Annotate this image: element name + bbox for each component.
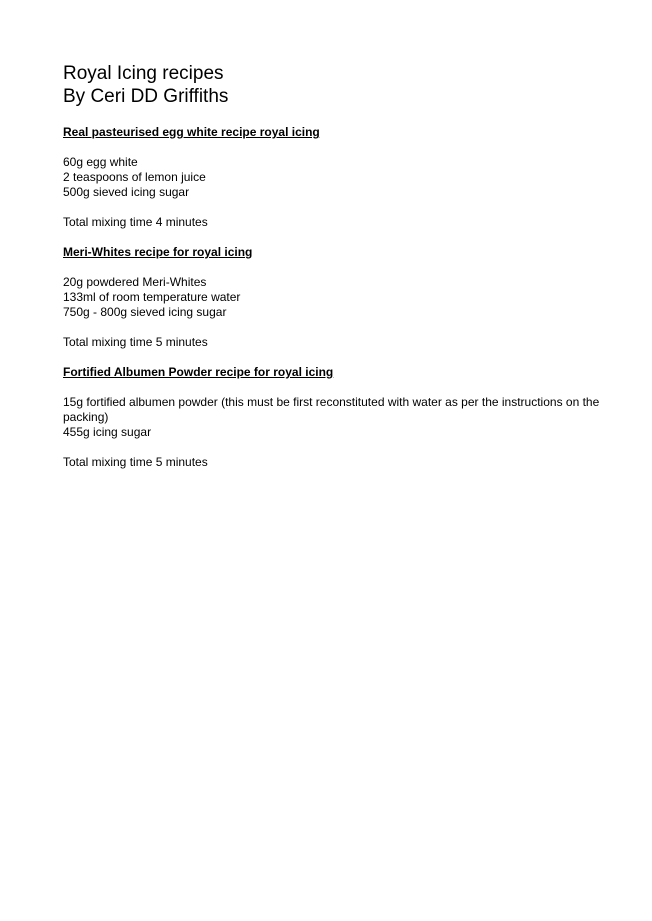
ingredient-list: [63, 275, 612, 320]
recipe-section-albumen-powder: [63, 365, 612, 470]
document-header: [63, 62, 612, 108]
mixing-time: Total mixing time 4 minutes: [63, 215, 208, 229]
ingredient-item: 500g sieved icing sugar: [63, 185, 190, 199]
recipe-heading: Meri-Whites recipe for royal icing: [63, 245, 253, 259]
document-title: Royal Icing recipes: [63, 63, 224, 84]
ingredient-item: 455g icing sugar: [63, 425, 152, 439]
recipe-section-meri-whites: [63, 245, 612, 350]
ingredient-list: [63, 155, 612, 200]
mixing-time: Total mixing time 5 minutes: [63, 335, 208, 349]
document-author: By Ceri DD Griffiths: [63, 86, 229, 107]
recipe-section-egg-white: [63, 125, 612, 230]
ingredient-item: 15g fortified albumen powder (this must be first reconstituted with water as per the instructions on the packing): [63, 395, 600, 424]
ingredient-item: 2 teaspoons of lemon juice: [63, 170, 206, 184]
recipe-heading: Real pasteurised egg white recipe royal icing: [63, 125, 320, 139]
ingredient-item: 750g - 800g sieved icing sugar: [63, 305, 227, 319]
ingredient-item: 133ml of room temperature water: [63, 290, 241, 304]
ingredient-list: [63, 395, 612, 440]
recipe-heading: Fortified Albumen Powder recipe for royal icing: [63, 365, 334, 379]
ingredient-item: 20g powdered Meri-Whites: [63, 275, 207, 289]
mixing-time: Total mixing time 5 minutes: [63, 455, 208, 469]
ingredient-item: 60g egg white: [63, 155, 138, 169]
